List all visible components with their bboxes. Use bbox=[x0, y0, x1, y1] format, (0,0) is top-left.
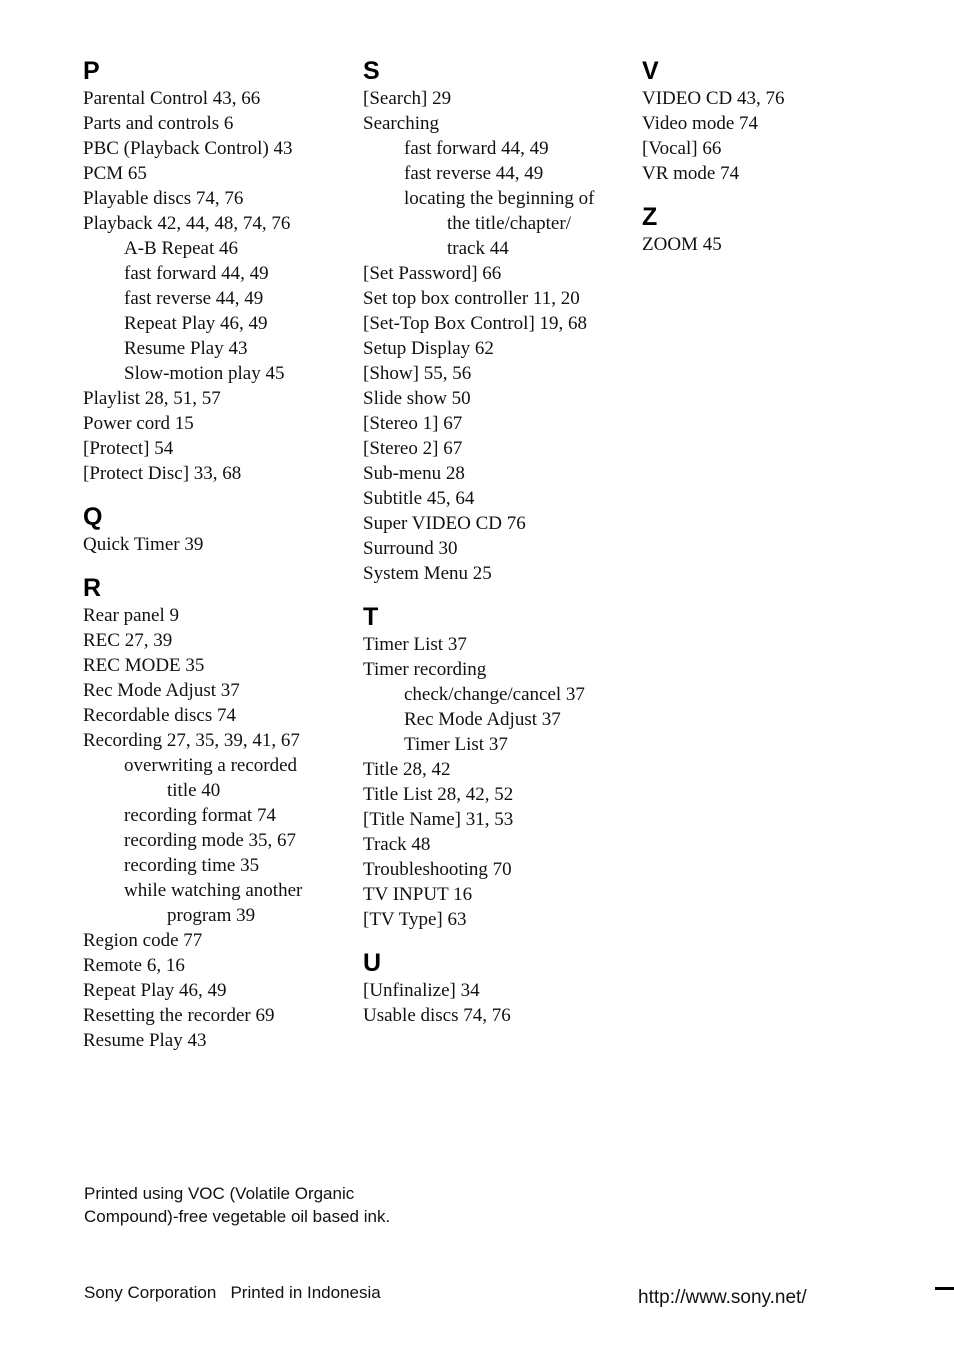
index-entry-list bbox=[363, 632, 633, 932]
index-entry: Parental Control 43, 66 bbox=[83, 88, 261, 109]
index-entry: PBC (Playback Control) 43 bbox=[83, 138, 293, 159]
index-subentry: A-B Repeat 46 bbox=[124, 238, 238, 259]
index-entry: Repeat Play 46, 49 bbox=[83, 980, 227, 1001]
index-subentry: overwriting a recorded bbox=[124, 755, 298, 776]
index-entry: Playable discs 74, 76 bbox=[83, 188, 244, 209]
index-entry: VIDEO CD 43, 76 bbox=[642, 88, 785, 109]
index-entry: Track 48 bbox=[363, 834, 431, 855]
index-entry: System Menu 25 bbox=[363, 563, 492, 584]
index-entry: [Protect] 54 bbox=[83, 438, 174, 459]
index-entry: Playlist 28, 51, 57 bbox=[83, 388, 221, 409]
index-entry: [TV Type] 63 bbox=[363, 909, 467, 930]
index-entry: Recordable discs 74 bbox=[83, 705, 237, 726]
index-entry: Resetting the recorder 69 bbox=[83, 1005, 275, 1026]
index-subentry: fast forward 44, 49 bbox=[404, 138, 549, 159]
index-subentry: recording time 35 bbox=[124, 855, 260, 876]
index-entry-list bbox=[363, 978, 633, 1028]
index-entry: [Search] 29 bbox=[363, 88, 452, 109]
index-subentry: Timer List 37 bbox=[404, 734, 508, 755]
index-letter-heading: R bbox=[83, 574, 102, 602]
index-subentry: fast reverse 44, 49 bbox=[404, 163, 544, 184]
index-column-2 bbox=[363, 56, 633, 1044]
index-entry: Power cord 15 bbox=[83, 413, 194, 434]
footer-credits: Sony Corporation Printed in Indonesia bbox=[84, 1283, 381, 1302]
index-entry: Title 28, 42 bbox=[363, 759, 451, 780]
index-entry-list bbox=[363, 86, 633, 586]
index-entry: ZOOM 45 bbox=[642, 234, 722, 255]
index-column-1 bbox=[83, 56, 353, 1069]
footer-ink-note: Printed using VOC (Volatile Organic Compound)-free vegetable oil based ink. bbox=[84, 1184, 391, 1226]
index-letter-heading: U bbox=[363, 949, 382, 977]
page-edge-mark bbox=[935, 1287, 954, 1290]
index-letter-heading: P bbox=[83, 57, 100, 85]
index-entry: Rec Mode Adjust 37 bbox=[83, 680, 240, 701]
index-entry: Playback 42, 44, 48, 74, 76 bbox=[83, 213, 291, 234]
index-entry: Region code 77 bbox=[83, 930, 203, 951]
index-entry: [Unfinalize] 34 bbox=[363, 980, 480, 1001]
index-entry: [Stereo 1] 67 bbox=[363, 413, 463, 434]
index-entry: Remote 6, 16 bbox=[83, 955, 185, 976]
index-entry: Title List 28, 42, 52 bbox=[363, 784, 514, 805]
index-subentry: Slow-motion play 45 bbox=[124, 363, 285, 384]
index-entry: [Set Password] 66 bbox=[363, 263, 502, 284]
index-letter-heading: Q bbox=[83, 503, 103, 531]
index-entry: Timer recording bbox=[363, 659, 487, 680]
index-entry: Usable discs 74, 76 bbox=[363, 1005, 511, 1026]
index-subentry: program 39 bbox=[167, 905, 256, 926]
index-entry-list bbox=[642, 232, 912, 257]
index-entry: Setup Display 62 bbox=[363, 338, 494, 359]
index-entry: Timer List 37 bbox=[363, 634, 467, 655]
index-entry: Subtitle 45, 64 bbox=[363, 488, 475, 509]
index-entry: [Stereo 2] 67 bbox=[363, 438, 463, 459]
index-entry: Super VIDEO CD 76 bbox=[363, 513, 526, 534]
index-subentry: Resume Play 43 bbox=[124, 338, 248, 359]
index-entry: [Set-Top Box Control] 19, 68 bbox=[363, 313, 588, 334]
index-entry: Surround 30 bbox=[363, 538, 458, 559]
index-entry: Sub-menu 28 bbox=[363, 463, 465, 484]
index-subentry: title 40 bbox=[167, 780, 221, 801]
index-entry-list bbox=[83, 532, 353, 557]
index-letter-heading: T bbox=[363, 603, 379, 631]
index-entry: Parts and controls 6 bbox=[83, 113, 234, 134]
index-subentry: fast reverse 44, 49 bbox=[124, 288, 264, 309]
index-subentry: track 44 bbox=[447, 238, 509, 259]
index-entry: PCM 65 bbox=[83, 163, 147, 184]
index-entry: [Protect Disc] 33, 68 bbox=[83, 463, 242, 484]
footer-url: http://www.sony.net/ bbox=[638, 1287, 807, 1308]
index-entry: Troubleshooting 70 bbox=[363, 859, 512, 880]
index-entry: Set top box controller 11, 20 bbox=[363, 288, 580, 309]
index-subentry: Rec Mode Adjust 37 bbox=[404, 709, 561, 730]
index-subentry: check/change/cancel 37 bbox=[404, 684, 585, 705]
index-column-3 bbox=[642, 56, 912, 273]
index-subentry: recording format 74 bbox=[124, 805, 276, 826]
index-entry: Searching bbox=[363, 113, 439, 134]
index-subentry: fast forward 44, 49 bbox=[124, 263, 269, 284]
index-entry: Recording 27, 35, 39, 41, 67 bbox=[83, 730, 300, 751]
index-subentry: while watching another bbox=[124, 880, 303, 901]
index-letter-heading: S bbox=[363, 57, 380, 85]
index-letter-heading: V bbox=[642, 57, 659, 85]
index-subentry: Repeat Play 46, 49 bbox=[124, 313, 268, 334]
index-entry-list bbox=[83, 603, 353, 1053]
index-entry: REC 27, 39 bbox=[83, 630, 173, 651]
index-subentry: locating the beginning of bbox=[404, 188, 595, 209]
index-entry: TV INPUT 16 bbox=[363, 884, 473, 905]
index-entry: [Vocal] 66 bbox=[642, 138, 722, 159]
index-letter-heading: Z bbox=[642, 203, 658, 231]
index-subentry: recording mode 35, 67 bbox=[124, 830, 297, 851]
index-entry: Slide show 50 bbox=[363, 388, 471, 409]
index-entry-list bbox=[83, 86, 353, 486]
index-entry: REC MODE 35 bbox=[83, 655, 205, 676]
index-entry: Video mode 74 bbox=[642, 113, 759, 134]
index-entry: Resume Play 43 bbox=[83, 1030, 207, 1051]
index-entry-list bbox=[642, 86, 912, 186]
index-entry: Rear panel 9 bbox=[83, 605, 180, 626]
index-entry: [Show] 55, 56 bbox=[363, 363, 472, 384]
index-entry: Quick Timer 39 bbox=[83, 534, 204, 555]
index-entry: [Title Name] 31, 53 bbox=[363, 809, 514, 830]
index-subentry: the title/chapter/ bbox=[447, 213, 571, 234]
index-entry: VR mode 74 bbox=[642, 163, 740, 184]
